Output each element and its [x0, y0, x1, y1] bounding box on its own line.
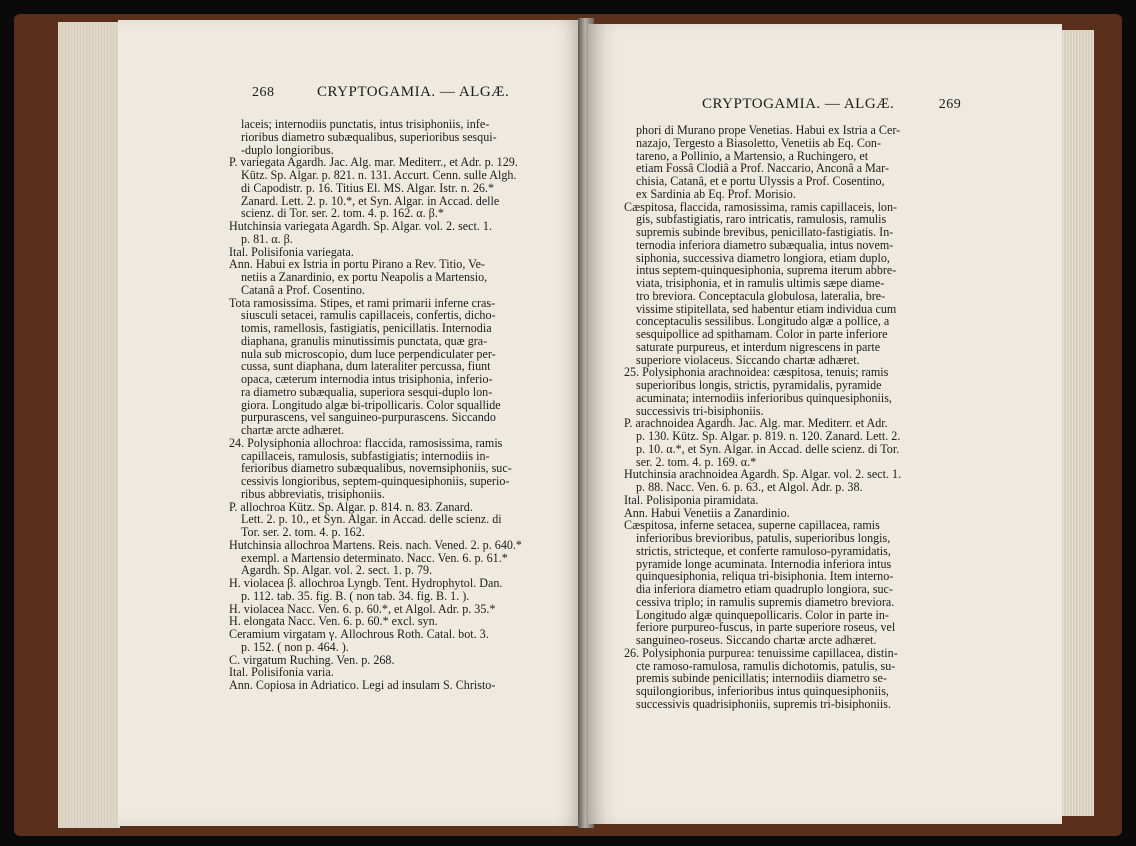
text-line: 25. Polysiphonia arachnoidea: cæspitosa, tenuis; ramis — [624, 365, 889, 380]
text-line: conceptaculis sessilibus. Longitudo algæ a pollice, a — [636, 314, 890, 329]
text-line: superiore violaceus. Siccando chartæ adhæret. — [636, 352, 860, 367]
text-line: ferioribus diametro subæqualibus, novemsiphoniis, suc- — [241, 461, 512, 476]
text-line: Longitudo algæ quinquepollicaris. Color in parte in- — [636, 607, 889, 622]
text-line: p. 88. Nacc. Ven. 6. p. 63., et Algol. Adr. p. 38. — [636, 480, 863, 494]
text-line: tomis, ramellosis, fastigiatis, penicillatis. Internodia — [241, 321, 492, 335]
text-line: exempl. a Martensio determinato. Nacc. Ven. 6. p. 61.* — [241, 550, 508, 565]
text-line: Hutchinsia arachnoidea Agardh. Sp. Algar. vol. 2. sect. 1. — [624, 467, 902, 482]
text-line: P. arachnoidea Agardh. Jac. Alg. mar. Mediterr. et Adr. — [624, 416, 888, 431]
page-edges-left — [58, 22, 120, 828]
text-line: Ital. Polisifonia varia. — [229, 665, 334, 680]
right-body-text — [624, 124, 901, 711]
text-line: diaphana, granulis minutissimis punctata, quæ gra- — [241, 333, 488, 348]
text-line: Ceramium virgatam γ. Allochrous Roth. Catal. bot. 3. — [229, 627, 489, 641]
text-line: strictis, stricteque, et conferte ramuloso-pyramidatis, — [636, 543, 891, 558]
text-line: -duplo longioribus. — [241, 142, 334, 157]
text-line: cussa, sunt diaphana, dum lateraliter percussa, fiunt — [241, 359, 491, 374]
text-line: siusculi setacei, ramulis capillaceis, confertis, dicho- — [241, 308, 496, 323]
text-line: successivis quadrisiphoniis, supremis tri-bisiphoniis. — [636, 696, 891, 711]
left-page — [118, 20, 584, 826]
right-page-number: 269 — [938, 97, 962, 112]
text-line: C. virgatum Ruching. Ven. p. 268. — [229, 652, 395, 667]
text-line: H. elongata Nacc. Ven. 6. p. 60.* excl. syn. — [229, 614, 438, 629]
text-line: gis, subfastigiatis, raro intricatis, ramulosis, ramulis — [636, 212, 887, 227]
text-line: cte ramoso-ramulosa, ramulis dichotomis, patulis, su- — [636, 658, 896, 673]
right-page-header — [702, 96, 961, 113]
text-line: viata, trisiphonia, et in ramulis ultimis sæpe diame- — [636, 276, 885, 290]
text-line: p. 130. Kütz. Sp. Algar. p. 819. n. 120. Zanard. Lett. 2. — [636, 429, 901, 443]
left-body-text — [229, 118, 522, 692]
text-line: chisia, Catanâ, et e portu Ulyssis a Prof. Cosentino, — [636, 174, 885, 188]
text-line: Cæspitosa, flaccida, ramosissima, ramis capillaceis, lon- — [624, 199, 898, 214]
text-line: p. 81. α. β. — [241, 231, 293, 246]
text-line: feriore purpureo-fuscus, in parte superiore roseus, vel — [636, 620, 896, 635]
text-line: Zanard. Lett. 2. p. 10.*, et Syn. Algar. in Accad. delle — [241, 193, 500, 208]
text-line: Cæspitosa, inferne setacea, superne capillacea, ramis — [624, 518, 880, 533]
text-line: tro breviora. Conceptacula globulosa, lateralia, bre- — [636, 288, 886, 303]
text-line: dia inferiora diametro etiam quadruplo longiora, suc- — [636, 582, 893, 596]
text-line: Kütz. Sp. Algar. p. 821. n. 131. Accurt. Cenn. sulle Algh. — [241, 168, 517, 182]
text-line: Lett. 2. p. 10., et Syn. Algar. in Accad. delle scienz. di — [241, 512, 502, 527]
text-line: chartæ arcte adhæret. — [241, 423, 345, 437]
text-line: laceis; internodiis punctatis, intus trisiphoniis, infe- — [241, 117, 490, 131]
left-running-head: CRYPTOGAMIA. — ALGÆ. — [317, 84, 510, 100]
text-line: p. 112. tab. 35. fig. B. ( non tab. 34. fig. B. 1. ). — [241, 588, 470, 603]
text-line: Catanâ a Prof. Cosentino. — [241, 282, 365, 297]
text-line: ribus abbreviatis, trisiphoniis. — [241, 486, 385, 501]
text-line: ternodia inferiora diametro subæqualia, intus novem- — [636, 237, 894, 252]
text-line: cessiva triplo; in ramulis supremis diametro breviora. — [636, 594, 895, 609]
text-line: rioribus diametro subæqualibus, superioribus sesqui- — [241, 129, 497, 144]
text-line: H. violacea Nacc. Ven. 6. p. 60.*, et Algol. Adr. p. 35.* — [229, 601, 496, 616]
text-line: nula sub microscopio, dum luce perpendiculater per- — [241, 346, 496, 361]
text-line: Ital. Polisiponia piramidata. — [624, 492, 759, 507]
text-line: scienz. di Tor. ser. 2. tom. 4. p. 162. α. β.* — [241, 206, 444, 221]
left-page-number: 268 — [252, 85, 275, 100]
text-line: p. 10. α.*, et Syn. Algar. in Accad. delle scienz. di Tor. — [636, 441, 900, 456]
text-line: Tor. ser. 2. tom. 4. p. 162. — [241, 525, 365, 539]
text-line: giora. Longitudo algæ bi-tripollicaris. Color squallide — [241, 397, 501, 412]
text-line: H. violacea β. allochroa Lyngb. Tent. Hydrophytol. Dan. — [229, 576, 503, 590]
page-edges-right — [1060, 30, 1094, 816]
text-line: acuminata; internodiis inferioribus quinquesiphoniis, — [636, 390, 892, 405]
text-line: Ann. Habui Venetiis a Zanardinio. — [624, 505, 790, 520]
text-line: inferioribus brevioribus, patulis, superioribus longis, — [636, 531, 891, 545]
text-line: Hutchinsia variegata Agardh. Sp. Algar. vol. 2. sect. 1. — [229, 219, 492, 233]
text-line: netiis a Zanardinio, ex portu Neapolis a Martensio, — [241, 270, 488, 284]
text-line: saturate purpureus, et interdum nigrescens in parte — [636, 339, 881, 354]
text-line: ra diametro subæqualia, superiora sesqui-duplo lon- — [241, 384, 493, 399]
right-running-head: CRYPTOGAMIA. — ALGÆ. — [702, 96, 895, 112]
text-line: Tota ramosissima. Stipes, et rami primarii inferne cras- — [229, 295, 496, 310]
text-line: Ann. Habui ex Istria in portu Pirano a Rev. Titio, Ve- — [229, 257, 485, 272]
right-page — [588, 24, 1062, 824]
text-line: 24. Polysiphonia allochroa: flaccida, ramosissima, ramis — [229, 435, 503, 450]
text-line: di Capodistr. p. 16. Titius El. MS. Algar. Istr. n. 26.* — [241, 180, 494, 195]
text-line: ser. 2. tom. 4. p. 169. α.* — [636, 454, 757, 469]
text-line: etiam Fossâ Clodiâ a Prof. Naccario, Anconâ a Mar- — [636, 161, 889, 176]
text-line: squilongioribus, inferioribus intus quinquesiphoniis, — [636, 684, 889, 698]
text-line: ex Sardinia ab Eq. Prof. Morisio. — [636, 186, 796, 201]
text-line: successivis tri-bisiphoniis. — [636, 403, 764, 418]
text-line: Agardh. Sp. Algar. vol. 2. sect. 1. p. 79. — [241, 563, 433, 578]
text-line: vissime stipitellata, sed habentur etiam individua cum — [636, 301, 897, 316]
text-line: phori di Murano prope Venetias. Habui ex Istria a Cer- — [636, 123, 901, 137]
text-line: P. variegata Agardh. Jac. Alg. mar. Mediterr., et Adr. p. 129. — [229, 155, 518, 170]
text-line: P. allochroa Kütz. Sp. Algar. p. 814. n. 83. Zanard. — [229, 499, 473, 514]
text-line: siphonia, successiva diametro longiora, etiam duplo, — [636, 250, 890, 265]
text-line: superioribus longis, strictis, pyramidalis, pyramide — [636, 378, 882, 392]
text-line: Ital. Polisifonia variegata. — [229, 244, 354, 259]
text-line: 26. Polysiphonia purpurea: tenuissime capillacea, distin- — [624, 645, 898, 660]
text-line: tareno, a Pollinio, a Martensio, a Ruchingero, et — [636, 148, 869, 163]
text-line: quinquesiphonia, reliqua tri-bisiphonia. Item interno- — [636, 569, 894, 584]
text-line: purpurascens, vel sanguineo-purpurascens. Siccando — [241, 410, 496, 425]
text-line: pyramide longe acuminata. Internodia inferiora intus — [636, 556, 892, 571]
text-line: cessivis longioribus, septem-quinquesiphoniis, superio- — [241, 474, 510, 488]
text-line: Hutchinsia allochroa Martens. Reis. nach. Vened. 2. p. 640.* — [229, 537, 522, 552]
text-line: p. 152. ( non p. 464. ). — [241, 639, 349, 654]
text-line: sanguineo-roseus. Siccando chartæ arcte adhæret. — [636, 633, 877, 647]
text-line: intus septem-quinquesiphonia, suprema iterum abbre- — [636, 263, 897, 278]
text-line: opaca, cæterum internodia intus trisiphonia, inferio- — [241, 372, 493, 386]
text-line: nazajo, Tergesto a Biasoletto, Venetiis ab Eq. Con- — [636, 135, 882, 150]
text-line: premis subinde penicillatis; internodiis diametro se- — [636, 671, 887, 686]
text-line: Ann. Copiosa in Adriatico. Legi ad insulam S. Christo- — [229, 678, 496, 692]
text-line: sesquipollice ad spithamam. Color in parte inferiore — [636, 327, 888, 341]
left-page-header — [252, 84, 509, 101]
text-line: capillaceis, ramulosis, subfastigiatis; internodiis in- — [241, 448, 490, 463]
text-line: supremis subinde brevibus, penicillato-fastigiatis. In- — [636, 225, 894, 239]
